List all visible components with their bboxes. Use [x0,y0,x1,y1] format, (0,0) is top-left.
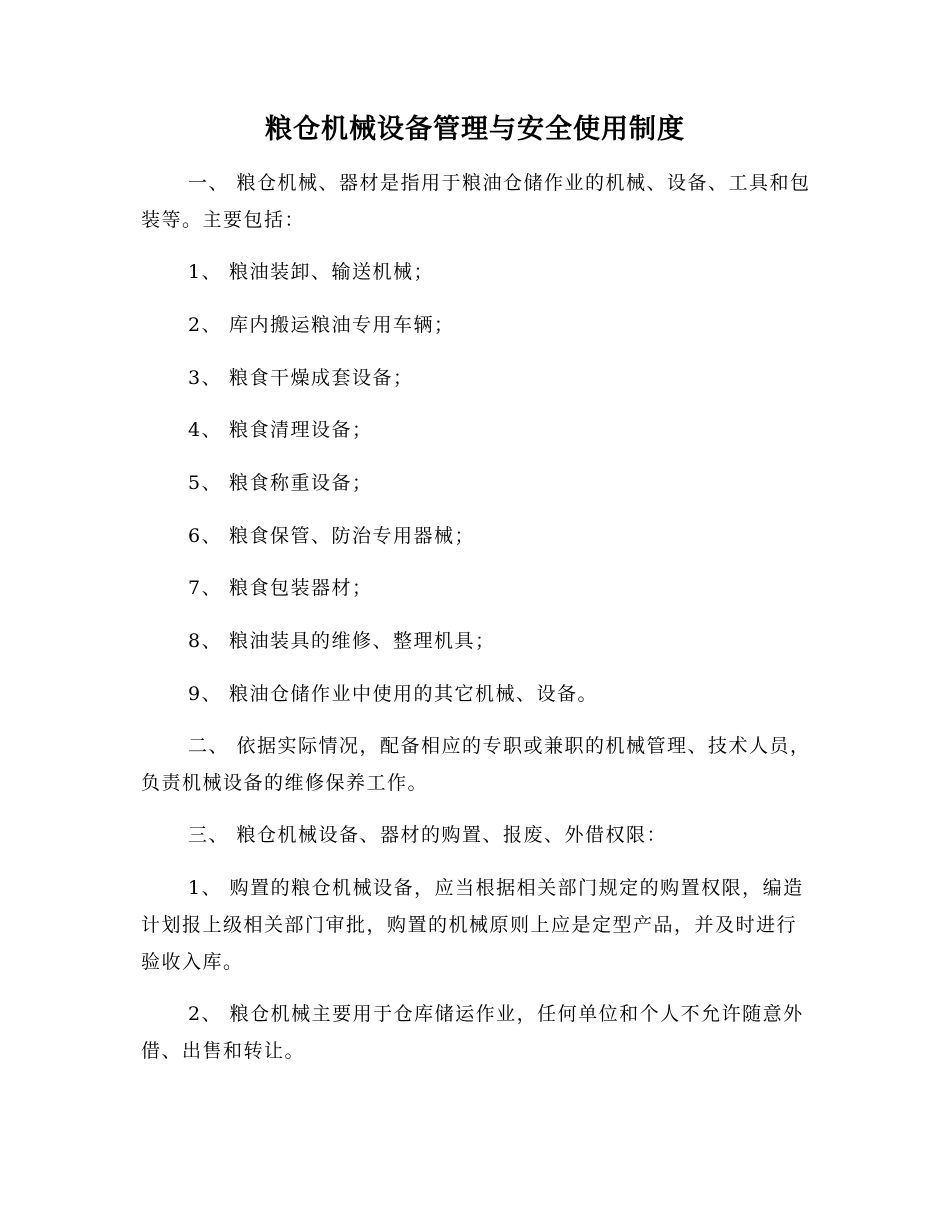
section-3-subpara: 2、 粮仓机械主要用于仓库储运作业，任何单位和个人不允许随意外借、出售和转让。 [141,1003,804,1062]
list-item [188,518,475,555]
list-item-number: 3、 [188,367,223,389]
section-3-subpara: 1、 购置的粮仓机械设备，应当根据相关部门规定的购置权限，编造计划报上级相关部门审批，购置的机械原则上应是定型产品，并及时进行验收入库。 [141,877,804,973]
list-item [188,307,455,344]
list-item-text: 粮油仓储作业中使用的其它机械、设备。 [229,683,599,705]
list-item-number: 2、 [188,314,223,336]
list-item-number: 5、 [188,472,223,494]
section-3-intro: 三、 粮仓机械设备、器材的购置、报废、外借权限： [188,824,668,846]
list-item-number: 8、 [188,630,223,652]
list-item-text: 粮食清理设备； [229,419,373,441]
list-item-text: 粮食干燥成套设备； [229,367,414,389]
section-2-intro: 二、 依据实际情况，配备相应的专职或兼职的机械管理、技术人员，负责机械设备的维修保养工作。 [141,735,811,794]
list-item-number: 6、 [188,525,223,547]
list-item [188,570,373,607]
list-item-number: 9、 [188,683,223,705]
list-item [188,623,496,660]
list-item-text: 粮油装具的维修、整理机具； [229,630,496,652]
list-item-text: 粮食称重设备； [229,472,373,494]
list-item-text: 粮油装卸、输送机械； [229,261,435,283]
list-item [188,465,373,502]
list-item [188,412,373,449]
list-item-text: 粮食保管、防治专用器械； [229,525,476,547]
list-item-text: 粮食包装器材； [229,577,373,599]
document-title: 粮仓机械设备管理与安全使用制度 [265,114,685,145]
list-item-text: 库内搬运粮油专用车辆； [229,314,455,336]
list-item [188,254,434,291]
section-1-intro: 一、 粮仓机械、器材是指用于粮油仓储作业的机械、设备、工具和包装等。主要包括： [141,172,811,231]
list-item-number: 1、 [188,261,223,283]
list-item-number: 4、 [188,419,223,441]
list-item [188,360,414,397]
list-item-number: 7、 [188,577,223,599]
list-item [188,676,598,713]
